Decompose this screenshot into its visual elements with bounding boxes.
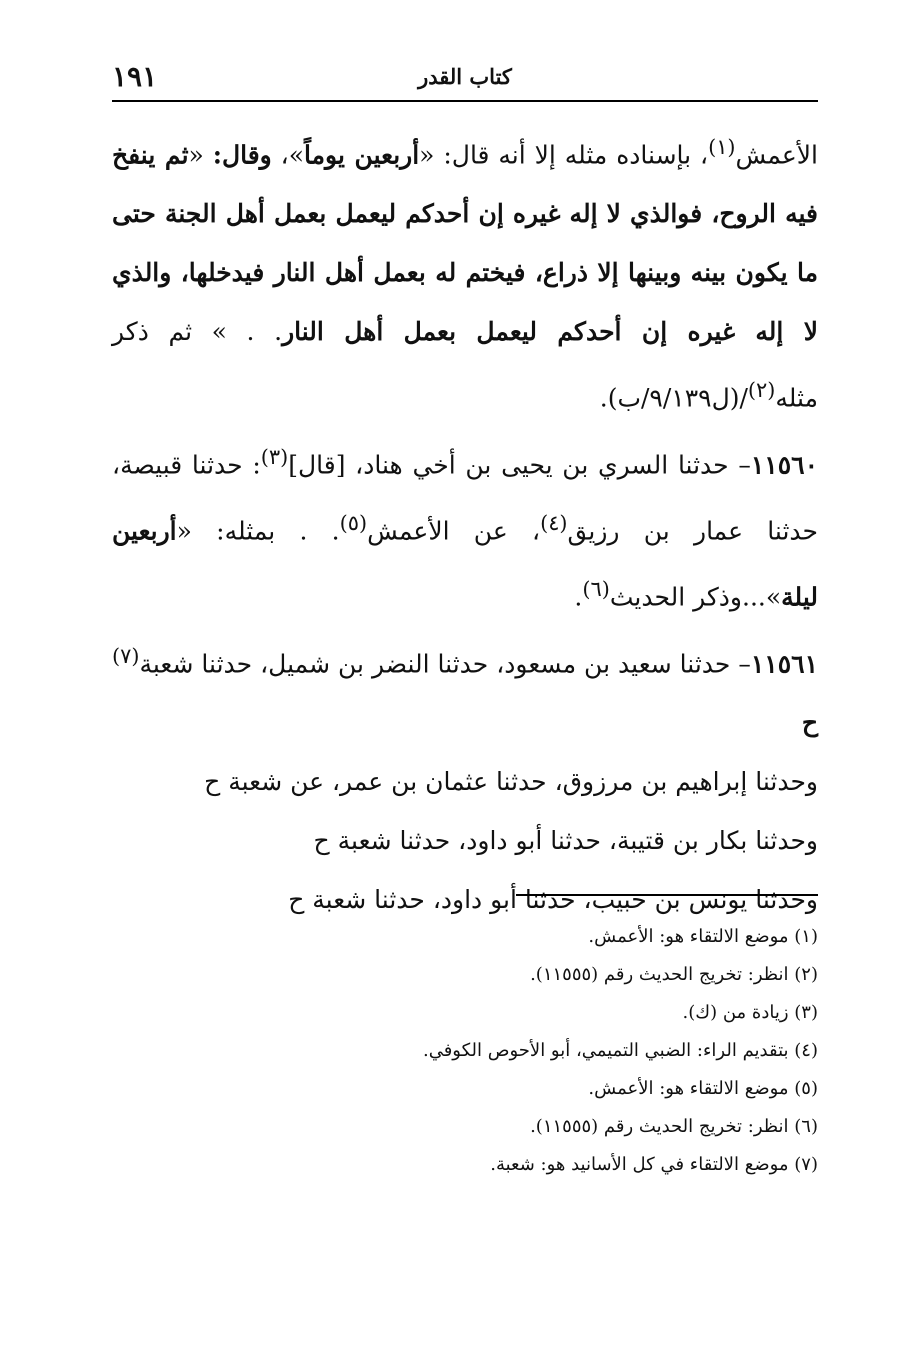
footnote-ref: (٧) <box>112 643 140 668</box>
footnote: (٢) انظر: تخريج الحديث رقم (١١٥٥٥). <box>530 964 818 985</box>
footnote: (٧) موضع الالتقاء في كل الأسانيد هو: شعبة. <box>490 1154 818 1175</box>
hadith-11561 <box>112 627 818 752</box>
text: . . بمثله: « <box>176 516 340 546</box>
footnotes <box>112 918 818 1184</box>
isnad-line: وحدثنا بكار بن قتيبة، حدثنا أبو داود، حدثنا شعبة ح <box>313 825 818 855</box>
text: . <box>574 582 583 612</box>
text: . . » ثم ذكر مثله <box>112 317 818 413</box>
footnote: (٤) بتقديم الراء: الضبي التميمي، أبو الأحوص الكوفي. <box>422 1040 818 1061</box>
footnote-ref: (٣) <box>260 444 289 469</box>
footnote: (٥) موضع الالتقاء هو: الأعمش. <box>588 1078 818 1099</box>
quoted-matn: أربعين يوماً <box>304 140 420 170</box>
footnote: (١) موضع الالتقاء هو: الأعمش. <box>588 926 818 947</box>
tahwil-mark: ح <box>801 707 818 737</box>
quoted-matn: ثم ينفخ فيه الروح، فوالذي لا إله غيره إن أحدكم ليعمل بعمل أهل الجنة حتى ما يكون بينه وبينها إلا ذراع، فيختم له بعمل أهل النار فيدخلها، والذي لا إله غيره إن أحدكم ليعمل بعمل أهل النار <box>112 140 818 347</box>
book-title: كتاب القدر <box>418 64 512 89</box>
text: : حدثنا قبيصة، حدثنا عمار بن رزيق <box>112 449 818 546</box>
main-text <box>112 118 818 929</box>
text: – حدثنا السري بن يحيى بن أخي هناد، [قال] <box>288 449 751 479</box>
paragraph-continuation <box>112 118 818 428</box>
footnote-ref: (٦) <box>582 577 610 602</box>
text: ، بإسناده مثله إلا أنه قال: « <box>419 140 709 170</box>
quoted-matn: أربعين ليلة <box>112 516 818 612</box>
footnote-ref: (١) <box>708 135 736 159</box>
footnote-separator <box>516 894 818 896</box>
text: الأعمش <box>735 140 818 170</box>
footnote-ref: (٢) <box>747 378 776 403</box>
text: « <box>188 140 213 170</box>
running-header <box>112 62 818 102</box>
text: – حدثنا سعيد بن مسعود، حدثنا النضر بن شميل، حدثنا شعبة <box>139 648 751 678</box>
text: »...وذكر الحديث <box>609 582 782 612</box>
page-number: ١٩١ <box>112 60 158 93</box>
isnad-line: وحدثنا إبراهيم بن مرزوق، حدثنا عثمان بن عمر، عن شعبة ح <box>204 766 818 796</box>
isnad-line: وحدثنا يونس بن حبيب، حدثنا أبو داود، حدثنا شعبة ح <box>288 884 818 914</box>
text: »، <box>271 140 305 170</box>
footnote: (٦) انظر: تخريج الحديث رقم (١١٥٥٥). <box>530 1116 818 1137</box>
quoted-matn: وقال: <box>212 140 272 170</box>
hadith-number: ١١٥٦١ <box>750 648 818 678</box>
footnote-ref: (٤) <box>540 510 568 535</box>
footnote-ref: (٥) <box>339 510 368 535</box>
hadith-number: ١١٥٦٠ <box>750 449 818 479</box>
manuscript-ref: /(ل٩/١٣٩/ب). <box>599 383 748 413</box>
hadith-11560 <box>112 428 818 627</box>
text: ، عن الأعمش <box>367 516 541 546</box>
footnote: (٣) زيادة من (ك). <box>682 1002 818 1023</box>
